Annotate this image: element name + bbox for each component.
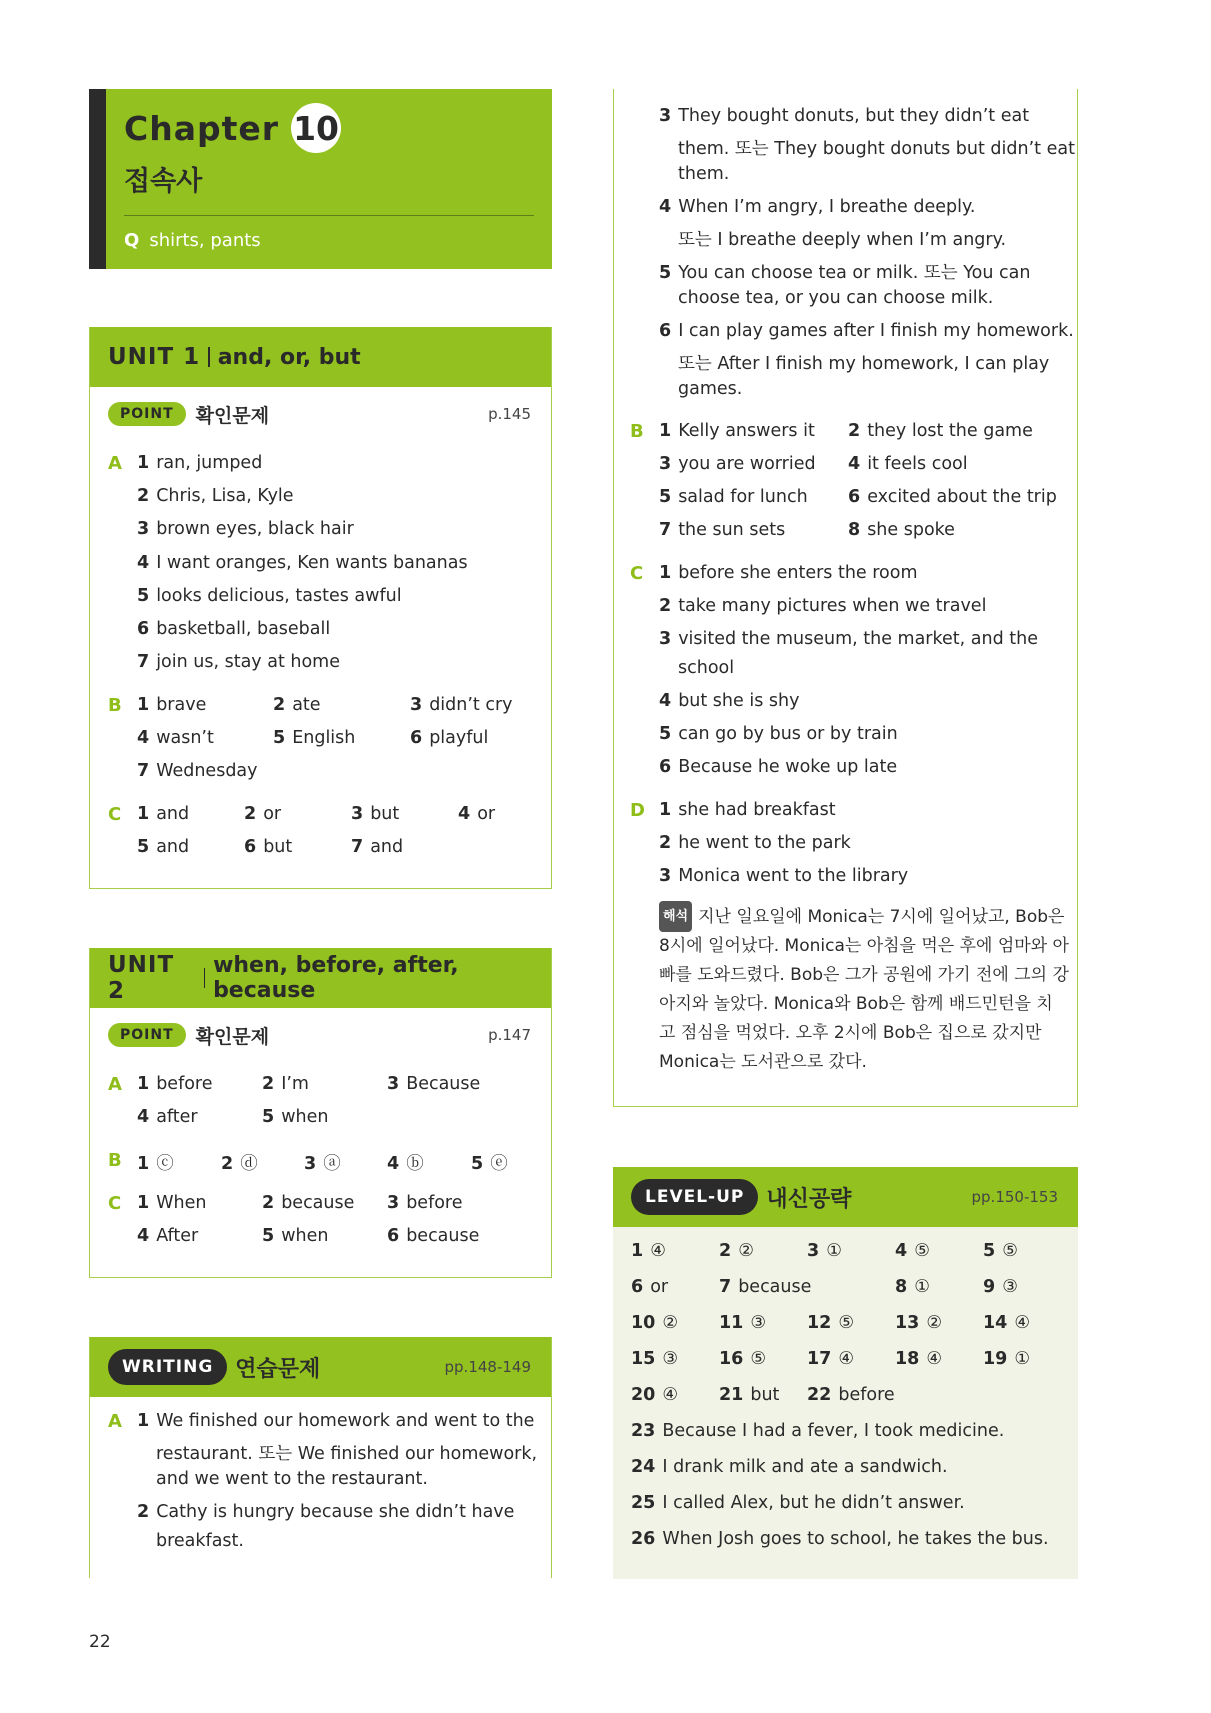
levelup-box	[613, 1167, 1078, 1579]
answer-line: 3 you are worried	[659, 454, 816, 474]
unit2-answers	[90, 1062, 551, 1272]
answer-line: 2 take many pictures when we travel	[659, 596, 987, 616]
answer-line: 2 I’m	[262, 1074, 309, 1094]
answer-line: 2 ate	[273, 695, 321, 715]
answer-line: 25 I called Alex, but he didn’t answer.	[631, 1493, 965, 1513]
answer-line: 24 I drank milk and ate a sandwich.	[631, 1457, 948, 1477]
answer-line: 16 ⑤	[719, 1349, 767, 1369]
unit1-separator	[208, 347, 210, 367]
unit1-point-row	[90, 387, 551, 441]
answer-line: 13 ②	[895, 1313, 943, 1333]
answer-line: 7 the sun sets	[659, 520, 786, 540]
unit2-header	[90, 948, 551, 1008]
point-badge: POINT	[108, 402, 186, 426]
answer-line: 4 When I’m angry, I breathe deeply.	[659, 197, 976, 217]
answer-line: 6 basketball, baseball	[137, 619, 331, 639]
answer-line: 4 or	[458, 804, 496, 824]
section-letter-a: A	[108, 453, 122, 474]
answer-line: 3 didn’t cry	[410, 695, 513, 715]
section-letter-c: C	[630, 563, 644, 584]
point-title: 확인문제	[195, 404, 270, 427]
answer-line: 19 ①	[983, 1349, 1031, 1369]
unit1-header	[90, 327, 551, 387]
answer-line: 5 can go by bus or by train	[659, 724, 898, 744]
q-label: Q	[124, 230, 140, 251]
answer-line: 7 Wednesday	[137, 761, 258, 781]
answer-line: 2 ⓓ	[221, 1154, 258, 1174]
answer-line: 3 They bought donuts, but they didn’t eat	[659, 106, 1030, 126]
chapter-subtitle: 접속사	[124, 166, 203, 197]
answer-line: 3 ⓐ	[304, 1154, 341, 1174]
chapter-header	[89, 89, 552, 269]
unit2-point-row	[90, 1008, 551, 1062]
answer-line: 20 ④	[631, 1385, 679, 1405]
answer-line: 5 and	[137, 837, 190, 857]
answer-line: 4 but she is shy	[659, 691, 800, 711]
writing-badge: WRITING	[108, 1349, 227, 1385]
answer-line: 21 but	[719, 1385, 780, 1405]
answer-line: 4 it feels cool	[848, 454, 968, 474]
writing-continued-box	[613, 89, 1078, 1107]
answer-line: 1 and	[137, 804, 190, 824]
answer-line: 2 Chris, Lisa, Kyle	[137, 486, 294, 506]
answer-line: 3 Monica went to the library	[659, 866, 909, 886]
chapter-title	[124, 103, 341, 153]
answer-line: 1 ④	[631, 1241, 666, 1261]
translation-badge: 해석	[659, 901, 692, 932]
writing-title: 연습문제	[235, 1356, 321, 1382]
answer-line: 6 playful	[410, 728, 489, 748]
point-badge: POINT	[108, 1023, 186, 1047]
answer-line: 3 before	[387, 1193, 463, 1213]
answer-line: 6 but	[244, 837, 293, 857]
answer-line: 6 Because he woke up late	[659, 757, 898, 777]
answer-line: 5 salad for lunch	[659, 487, 808, 507]
page-ref: pp.148-149	[444, 1358, 531, 1376]
answer-line: 3 but	[351, 804, 400, 824]
section-letter-c: C	[108, 1193, 122, 1214]
answer-line: 7 and	[351, 837, 404, 857]
answer-line: 6 excited about the trip	[848, 487, 1057, 507]
answer-line: 8 she spoke	[848, 520, 955, 540]
answer-line: 2 because	[262, 1193, 355, 1213]
answer-line: breakfast.	[156, 1531, 244, 1551]
answer-line: 1 ⓒ	[137, 1154, 174, 1174]
answer-line: restaurant. 또는 We finished our homework,	[156, 1444, 538, 1464]
answer-line: 3 brown eyes, black hair	[137, 519, 354, 539]
answer-line: 12 ⑤	[807, 1313, 855, 1333]
unit1-box	[89, 327, 552, 889]
answer-line: 1 she had breakfast	[659, 800, 836, 820]
answer-line: 1 brave	[137, 695, 207, 715]
answer-line: 4 ⓑ	[387, 1154, 424, 1174]
chapter-word: Chapter	[124, 108, 280, 148]
answer-line: games.	[678, 379, 743, 399]
answer-line: 6 or	[631, 1277, 669, 1297]
answer-line: 3 ①	[807, 1241, 842, 1261]
answer-line: 2 they lost the game	[848, 421, 1033, 441]
answer-line: 1 before	[137, 1074, 213, 1094]
answer-line: 18 ④	[895, 1349, 943, 1369]
writing-header	[90, 1337, 551, 1397]
answer-line: 5 ⑤	[983, 1241, 1018, 1261]
answer-line: 3 Because	[387, 1074, 481, 1094]
unit2-separator	[204, 968, 205, 988]
answer-line: 4 after	[137, 1107, 198, 1127]
answer-line: 4 ⑤	[895, 1241, 930, 1261]
unit2-box	[89, 948, 552, 1278]
answer-line: 2 ②	[719, 1241, 754, 1261]
answer-line: 5 looks delicious, tastes awful	[137, 586, 402, 606]
answer-line: 8 ①	[895, 1277, 930, 1297]
answer-line: 4 After	[137, 1226, 199, 1246]
chapter-number: 10	[291, 103, 341, 153]
answer-line: 1 We finished our homework and went to the	[137, 1411, 535, 1431]
answer-line: 5 when	[262, 1107, 329, 1127]
section-letter-a: A	[108, 1411, 122, 1432]
answer-line: 15 ③	[631, 1349, 679, 1369]
answer-line: 4 wasn’t	[137, 728, 214, 748]
translation-text: 해석 지난 일요일에 Monica는 7시에 일어났고, Bob은 8시에 일어났다. Monica는 아침을 먹은 후에 엄마와 아빠를 도와드렸다. Bob은 그가 공원에 가기 전에 그의 강아지와 놀았다. Monica와 Bob은 함께 배드민턴을 치고 점심을 먹었다. 오후 2시에 Bob은 집으로 갔지만 Monica는 도서관으로 갔다.	[659, 901, 1069, 1077]
answer-line: 10 ②	[631, 1313, 679, 1333]
page-ref: pp.150-153	[971, 1188, 1058, 1206]
unit2-label: UNIT 2	[108, 952, 175, 1004]
page-ref: p.145	[488, 405, 531, 423]
answer-line: 6 because	[387, 1226, 480, 1246]
answer-line: 14 ④	[983, 1313, 1031, 1333]
unit1-answers	[90, 441, 551, 886]
answer-line: 1 When	[137, 1193, 207, 1213]
writing-answers-right	[614, 89, 1077, 1099]
section-letter-b: B	[108, 1150, 122, 1171]
answer-line: 6 I can play games after I finish my homework.	[659, 321, 1074, 341]
unit1-title: and, or, but	[217, 344, 361, 370]
section-letter-d: D	[630, 800, 645, 821]
answer-line: 5 English	[273, 728, 356, 748]
answer-line: 2 Cathy is hungry because she didn’t have	[137, 1502, 515, 1522]
answer-line: 1 before she enters the room	[659, 563, 918, 583]
answer-line: 5 when	[262, 1226, 329, 1246]
answer-line: 22 before	[807, 1385, 895, 1405]
answer-line: them.	[678, 164, 730, 184]
answer-line: 3 visited the museum, the market, and the	[659, 629, 1038, 649]
answer-line: 또는 After I finish my homework, I can play	[678, 354, 1050, 374]
answer-line: 5 ⓔ	[471, 1154, 508, 1174]
answer-line: school	[678, 658, 735, 678]
answer-line: them. 또는 They bought donuts but didn’t eat	[678, 139, 1075, 159]
answer-line: 9 ③	[983, 1277, 1018, 1297]
answer-line: 26 When Josh goes to school, he takes the bus.	[631, 1529, 1049, 1549]
writing-box	[89, 1337, 552, 1578]
answer-line: 1 ran, jumped	[137, 453, 263, 473]
answer-line: choose tea, or you can choose milk.	[678, 288, 994, 308]
answer-line: 1 Kelly answers it	[659, 421, 815, 441]
answer-line: 4 I want oranges, Ken wants bananas	[137, 553, 468, 573]
section-letter-a: A	[108, 1074, 122, 1095]
answer-line: and we went to the restaurant.	[156, 1469, 428, 1489]
unit1-label: UNIT 1	[108, 344, 201, 370]
writing-answers-left	[90, 1397, 551, 1577]
section-letter-b: B	[108, 695, 122, 716]
answer-line: 23 Because I had a fever, I took medicine.	[631, 1421, 1005, 1441]
page-ref: p.147	[488, 1026, 531, 1044]
answer-line: 7 because	[719, 1277, 812, 1297]
levelup-answers	[613, 1227, 1078, 1577]
answer-line: 5 You can choose tea or milk. 또는 You can	[659, 263, 1031, 283]
section-letter-c: C	[108, 804, 122, 825]
page-number: 22	[89, 1632, 111, 1652]
q-answer: shirts, pants	[149, 230, 261, 251]
levelup-header	[613, 1167, 1078, 1227]
levelup-badge: LEVEL-UP	[631, 1179, 758, 1215]
chapter-divider	[124, 215, 534, 216]
answer-line: 7 join us, stay at home	[137, 652, 340, 672]
answer-line: 17 ④	[807, 1349, 855, 1369]
chapter-question	[124, 230, 261, 251]
answer-line: 2 he went to the park	[659, 833, 851, 853]
levelup-title: 내신공략	[766, 1186, 852, 1212]
section-letter-b: B	[630, 421, 644, 442]
answer-line: 2 or	[244, 804, 282, 824]
unit2-title: when, before, after, because	[213, 953, 459, 1003]
point-title: 확인문제	[195, 1025, 270, 1048]
answer-line: 또는 I breathe deeply when I’m angry.	[678, 230, 1007, 250]
answer-line: 11 ③	[719, 1313, 767, 1333]
